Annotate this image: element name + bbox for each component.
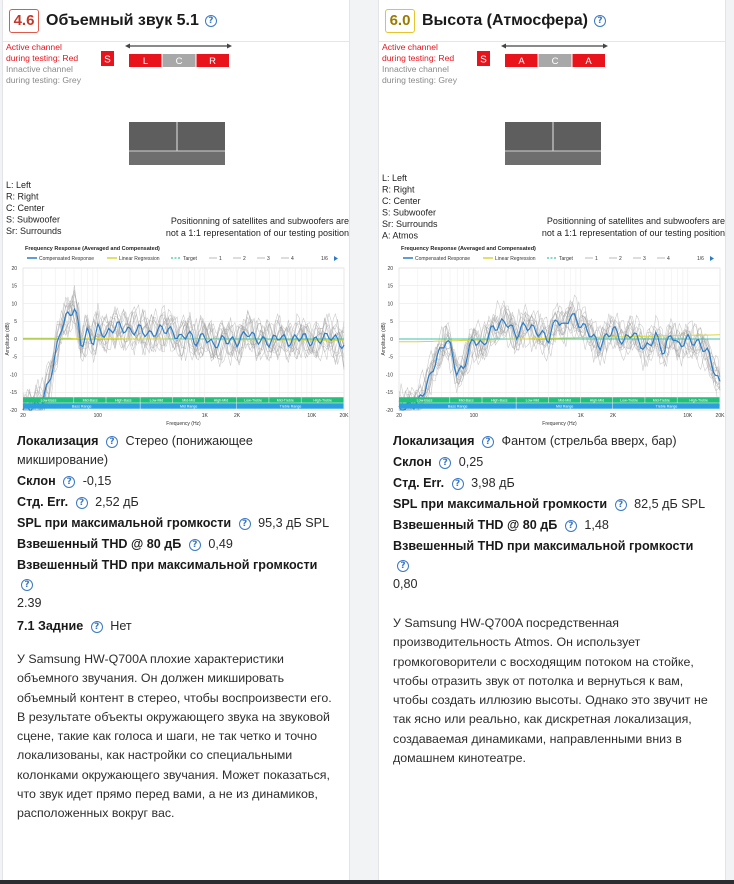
legend-item: Compensated Response [39, 256, 95, 262]
range-band-label: High-Bass [115, 398, 132, 403]
y-tick-label: -10 [385, 372, 393, 379]
position-note: not a 1:1 representation of our testing position [541, 228, 725, 238]
measurement-row [393, 432, 711, 451]
channel-label: A [518, 56, 525, 67]
channel-label: R [209, 56, 216, 67]
y-tick-label: 10 [387, 301, 393, 308]
y-tick-label: 15 [11, 283, 17, 290]
y-tick-label: 20 [11, 265, 17, 272]
measurement-row [393, 474, 711, 493]
legend-item: Linear Regression [495, 256, 536, 262]
measurement-row [17, 514, 335, 533]
legend-active: during testing: Red [6, 53, 79, 63]
range-band-label: Mid-Treble [276, 398, 294, 403]
range-band-label: Mid-Bass [82, 398, 98, 403]
y-tick-label: -20 [385, 407, 393, 414]
x-tick-label: 20 [396, 413, 402, 419]
range-band-label: High-Treble [313, 398, 333, 403]
measurement-label: 7.1 Задние [17, 619, 84, 633]
range-band-label: Bass Range [71, 404, 92, 409]
legend-inactive: Innactive channel [382, 64, 449, 74]
measurement-row [17, 556, 335, 613]
measurement-value: Стерео (понижающее микширование) [17, 434, 253, 467]
legend-item: 1/6 [321, 256, 328, 262]
legend-item: 2 [243, 256, 246, 262]
measurement-row [17, 535, 335, 554]
play-icon[interactable] [710, 256, 714, 261]
help-icon[interactable]: ? [76, 497, 88, 509]
key-line: R: Right [6, 191, 39, 202]
test-image [3, 42, 350, 432]
legend-item: 1 [219, 256, 222, 262]
y-tick-label: 20 [387, 265, 393, 272]
card-header [3, 0, 349, 42]
x-tick-label: 100 [93, 413, 102, 419]
card-title: Объемный звук 5.1 [46, 11, 199, 29]
range-band-label: Mid Range [555, 404, 574, 409]
position-note: Positionning of satellites and subwoofers are [546, 216, 725, 226]
x-tick-label: 100 [469, 413, 478, 419]
frequency-response-graph [381, 246, 725, 427]
measurement-row [17, 472, 335, 491]
measurement-label: Взвешенный THD @ 80 дБ [17, 537, 182, 551]
measurement-row [393, 453, 711, 472]
range-band-label: Mid-Mid [558, 398, 572, 403]
range-band-label: Low-Mid [149, 398, 164, 403]
measurement-label: Взвешенный THD при максимальной громкости [17, 558, 318, 572]
measurement-label: Стд. Err. [393, 476, 445, 490]
y-tick-label: 15 [387, 283, 393, 290]
help-icon[interactable]: ? [239, 518, 251, 530]
range-band-label: Mid Range [179, 404, 198, 409]
legend-item: 3 [267, 256, 270, 262]
channel-label: A [585, 56, 592, 67]
measurement-label: Локализация [393, 434, 475, 448]
x-tick-label: 2K [233, 413, 241, 419]
range-band-label: Bass Range [447, 404, 468, 409]
measurement-value: 0,49 [208, 537, 233, 551]
position-note: not a 1:1 representation of our testing position [165, 228, 349, 238]
key-line: Sr: Surrounds [382, 219, 438, 229]
play-icon[interactable] [334, 256, 338, 261]
help-icon[interactable]: ? [452, 478, 464, 490]
range-band-label: Low-Treble [244, 398, 263, 403]
measurement-value: 2,52 дБ [95, 495, 139, 509]
key-line: R: Right [382, 184, 415, 195]
range-band-label: High-Bass [491, 398, 508, 403]
help-icon[interactable]: ? [482, 436, 494, 448]
key-line: L: Left [6, 180, 32, 190]
arrow-left-icon [501, 44, 506, 49]
legend-item: 4 [291, 256, 294, 262]
measurement-row [393, 537, 711, 594]
y-tick-label: -10 [9, 372, 17, 379]
key-line: L: Left [382, 173, 408, 183]
range-band-label: Mid-Treble [652, 398, 670, 403]
x-axis-label: Frequency (Hz) [542, 421, 577, 427]
measurement-label: Склон [17, 474, 56, 488]
x-tick-label: 20K [339, 413, 349, 419]
help-icon[interactable]: ? [91, 621, 103, 633]
range-band-label: High-Treble [689, 398, 709, 403]
score-badge: 4.6 [9, 9, 39, 33]
legend-inactive: Innactive channel [6, 64, 73, 74]
help-icon[interactable]: ? [189, 539, 201, 551]
channel-label: C [175, 56, 183, 67]
measurement-row [393, 516, 711, 535]
x-axis-label: Frequency (Hz) [166, 421, 201, 427]
measurement-label: SPL при максимальной громкости [17, 516, 232, 530]
legend-item: 1 [595, 256, 598, 262]
graph-title: Frequency Response (Averaged and Compensated) [401, 246, 536, 252]
measurement-value: 2.39 [17, 596, 42, 610]
surround-card [2, 0, 350, 880]
measurement-label: Стд. Err. [17, 495, 69, 509]
x-tick-label: 20K [715, 413, 725, 419]
card-title: Высота (Атмосфера) [422, 11, 588, 29]
help-icon[interactable]: ? [594, 15, 606, 27]
y-tick-label: -20 [9, 407, 17, 414]
score-badge: 6.0 [385, 9, 415, 33]
measurement-value: 0,80 [393, 577, 418, 591]
arrow-right-icon [603, 44, 608, 49]
y-axis-label: Amplitude (dB) [5, 322, 11, 356]
measurement-value: 0,25 [458, 455, 484, 469]
range-band-label: Mid-Mid [182, 398, 196, 403]
x-tick-label: 1K [577, 413, 584, 419]
measurement-label: Локализация [17, 434, 99, 448]
key-line: S: Subwoofer [382, 207, 437, 218]
legend-item: Target [183, 256, 197, 262]
arrow-left-icon [125, 44, 130, 49]
range-band-label: Low-Bass [40, 398, 57, 403]
range-band-label: Mid-Bass [458, 398, 474, 403]
bottom-strip [0, 880, 734, 884]
legend-item: 1/6 [697, 256, 704, 262]
key-line: A: Atmos [382, 230, 419, 241]
legend-item: Target [559, 256, 573, 262]
subwoofer-badge-label: S [480, 54, 487, 66]
legend-active: during testing: Red [382, 53, 455, 63]
key-line: C: Center [6, 203, 45, 213]
measurement-row [17, 493, 335, 512]
description: У Samsung HW-Q700A посредственная производительность Atmos. Он использует громкоговорители с восходящим потоком на стойке, чтобы отразить звук от потолка и вернуться к вам, чтобы создать иллюзию высоты. Однако это звучит не так ясно или реально, как дискретная локализация, создаваемая динамиками, направленными вниз в домашнем кинотеатре. [393, 616, 708, 766]
y-tick-label: 0 [390, 336, 393, 343]
range-band-label: Low-Bass [416, 398, 433, 403]
help-icon[interactable]: ? [205, 15, 217, 27]
frequency-response-graph [5, 246, 349, 427]
measurement-label: Склон [393, 455, 432, 469]
help-icon[interactable]: ? [439, 457, 451, 469]
legend-inactive: during testing: Grey [6, 75, 81, 85]
measurement-label: Взвешенный THD @ 80 дБ [393, 518, 558, 532]
y-tick-label: -5 [12, 354, 17, 361]
help-icon[interactable]: ? [106, 436, 118, 448]
y-tick-label: -15 [385, 390, 393, 397]
legend-active: Active channel [382, 42, 438, 52]
legend-inactive: during testing: Grey [382, 75, 457, 85]
measurement-value: 3,98 дБ [471, 476, 515, 490]
range-band-label: Low-Treble [620, 398, 639, 403]
couch-icon [129, 122, 225, 165]
measurement-row [393, 495, 711, 514]
y-tick-label: -5 [388, 354, 393, 361]
x-tick-label: 20 [20, 413, 26, 419]
help-icon[interactable]: ? [21, 579, 33, 591]
measurement-value: Фантом (стрельба вверх, бар) [501, 434, 677, 448]
y-tick-label: 5 [390, 319, 393, 326]
range-band-label: High-Mid [589, 398, 605, 403]
arrow-right-icon [227, 44, 232, 49]
legend-item: 2 [619, 256, 622, 262]
height-card [378, 0, 726, 880]
help-icon[interactable]: ? [565, 520, 577, 532]
y-axis-label: Amplitude (dB) [381, 322, 387, 356]
measurement-value: Нет [110, 619, 132, 633]
description: У Samsung HW-Q700A плохие характеристики объемного звучания. Он должен микшировать объемный контент в стерео, чтобы воспроизвести его. В результате объекты окружающего звука на звуковой сцене, такие как голоса и шаги, не так четко и точно локализованы, как настройки со специальными колонками окружающего звучания. Может показаться, что звук идет прямо перед вами, а не из динамиков, расположенных вокруг вас. [17, 652, 332, 821]
x-tick-label: 2K [609, 413, 617, 419]
graph-legend [403, 256, 714, 262]
x-tick-label: 10K [307, 413, 317, 419]
legend-item: 3 [643, 256, 646, 262]
plot-area [381, 266, 725, 427]
measurement-value: 1,48 [584, 518, 609, 532]
test-image [379, 42, 726, 432]
measurement-row [17, 432, 335, 470]
help-icon[interactable]: ? [63, 476, 75, 488]
card-header [379, 0, 725, 42]
couch-icon [505, 122, 601, 165]
measurements [379, 432, 725, 594]
graph-legend [27, 256, 338, 262]
legend-item: Linear Regression [119, 256, 160, 262]
position-note: Positionning of satellites and subwoofers are [170, 216, 349, 226]
y-tick-label: 5 [14, 319, 17, 326]
range-band-label: High-Mid [213, 398, 229, 403]
measurement-label: SPL при максимальной громкости [393, 497, 608, 511]
legend-item: 4 [667, 256, 670, 262]
range-band-label: Low-Mid [525, 398, 540, 403]
measurement-value: 95,3 дБ SPL [258, 516, 330, 530]
y-tick-label: 10 [11, 301, 17, 308]
measurement-value: -0,15 [82, 474, 112, 488]
channel-label: L [142, 56, 149, 67]
plot-area [5, 266, 349, 427]
legend-active: Active channel [6, 42, 62, 52]
measurement-value: 82,5 дБ SPL [634, 497, 706, 511]
graph-title: Frequency Response (Averaged and Compensated) [25, 246, 160, 252]
y-tick-label: 0 [14, 336, 17, 343]
key-line: Sr: Surrounds [6, 226, 62, 236]
x-tick-label: 1K [201, 413, 208, 419]
key-line: S: Subwoofer [6, 214, 61, 225]
range-band-label: Treble Range [655, 404, 678, 409]
y-tick-label: -15 [9, 390, 17, 397]
channel-label: C [551, 56, 559, 67]
help-icon[interactable]: ? [397, 560, 409, 572]
subwoofer-badge-label: S [104, 54, 111, 66]
x-tick-label: 10K [683, 413, 693, 419]
measurement-label: Взвешенный THD при максимальной громкости [393, 539, 694, 553]
measurement-row [17, 617, 335, 636]
help-icon[interactable]: ? [615, 499, 627, 511]
legend-item: Compensated Response [415, 256, 471, 262]
measurements [3, 432, 349, 636]
range-band-label: Treble Range [279, 404, 302, 409]
key-line: C: Center [382, 196, 421, 206]
